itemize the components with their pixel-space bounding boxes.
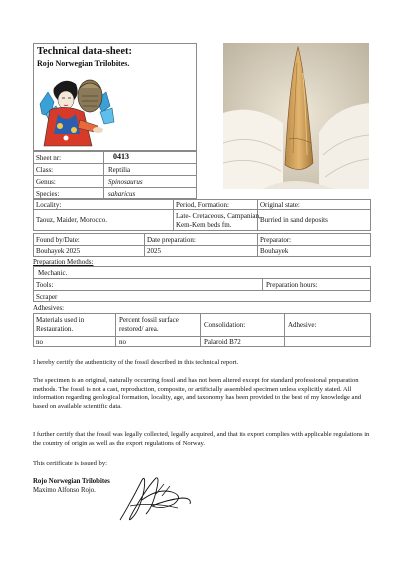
adhesives-col1-line1: Materials used in — [36, 316, 85, 324]
signature-company: Rojo Norwegian Trilobites — [33, 478, 110, 485]
locality-value: Taouz, Maider, Morocco. — [36, 216, 107, 224]
tools-label: Tools: — [36, 281, 54, 289]
certification-legal: I further certify that the fossil was legally collected, legally acquired, and that its export complies with applicable regulations in the country of origin as well as the export regulations of Norway. — [33, 431, 370, 447]
adhesives-col1-line2: Restauration. — [36, 325, 74, 333]
found-by-label: Found by/Date: — [36, 236, 80, 244]
handwritten-signature — [112, 470, 202, 526]
sheet-number-value: 0413 — [113, 152, 129, 161]
adhesives-label: Adhesives: — [33, 304, 65, 312]
certification-intro: I hereby certify the authenticity of the fossil described in this technical report. — [33, 359, 239, 366]
certificate-issued-by: This certificate is issued by: — [33, 460, 107, 467]
consolidation-label: Consolidation: — [204, 321, 246, 329]
species-label: Species: — [36, 190, 60, 198]
date-preparation-label: Date preparation: — [147, 236, 196, 244]
percent-restored-value: no — [119, 338, 126, 346]
preparation-methods-label: Preparation Methods: — [33, 258, 94, 266]
consolidation-value: Palaroid B72 — [204, 338, 241, 346]
adhesives-col2-line2: restored/ area. — [119, 325, 159, 333]
preparator-value: Bouhayek — [260, 247, 289, 255]
document-title: Technical data-sheet: — [37, 46, 132, 57]
period-value-line1: Late- Cretaceous, Campanian, — [176, 212, 261, 220]
company-name: Rojo Norwegian Trilobites. — [37, 59, 130, 68]
preparator-label: Preparator: — [260, 236, 292, 244]
class-value: Reptilia — [108, 166, 131, 174]
genus-value: Spinosaurus — [108, 178, 143, 186]
species-value: saharicus — [108, 190, 136, 198]
company-logo — [36, 74, 118, 150]
fossil-photo — [223, 43, 369, 189]
genus-label: Genus: — [36, 178, 56, 186]
original-state-value: Burried in sand deposits — [260, 216, 328, 224]
methods-box — [33, 266, 371, 302]
preparation-method-value: Mechanic. — [38, 269, 68, 277]
date-preparation-value: 2025 — [147, 247, 161, 255]
period-label: Period, Formation: — [176, 201, 229, 209]
signature-name: Maximo Alfonso Rojo. — [33, 487, 96, 494]
preparation-hours-label: Preparation hours: — [266, 281, 318, 289]
class-label: Class: — [36, 166, 54, 174]
materials-value: no — [36, 338, 43, 346]
locality-label: Locality: — [36, 201, 62, 209]
original-state-label: Original state: — [260, 201, 300, 209]
certification-specimen: The specimen is an original, naturally occurring fossil and has not been altered except for standard professional preparation methods. The fossil is not a cast, reproduction, composite, or artificially assembled specimen unless explicitly stated. All information regarding geological formation, locality, age, and taxonomy has been provided to the best of my knowledge and based on available scientific data. — [33, 377, 362, 410]
adhesive-label: Adhesive: — [288, 321, 317, 329]
tools-value: Scraper — [36, 293, 58, 301]
sheet-number-label: Sheet nr: — [36, 154, 62, 162]
adhesives-col2-line1: Percent fossil surface — [119, 316, 179, 324]
period-value-line2: Kem-Kem beds fm. — [176, 221, 232, 229]
found-by-value: Bouhayek 2025 — [36, 247, 81, 255]
